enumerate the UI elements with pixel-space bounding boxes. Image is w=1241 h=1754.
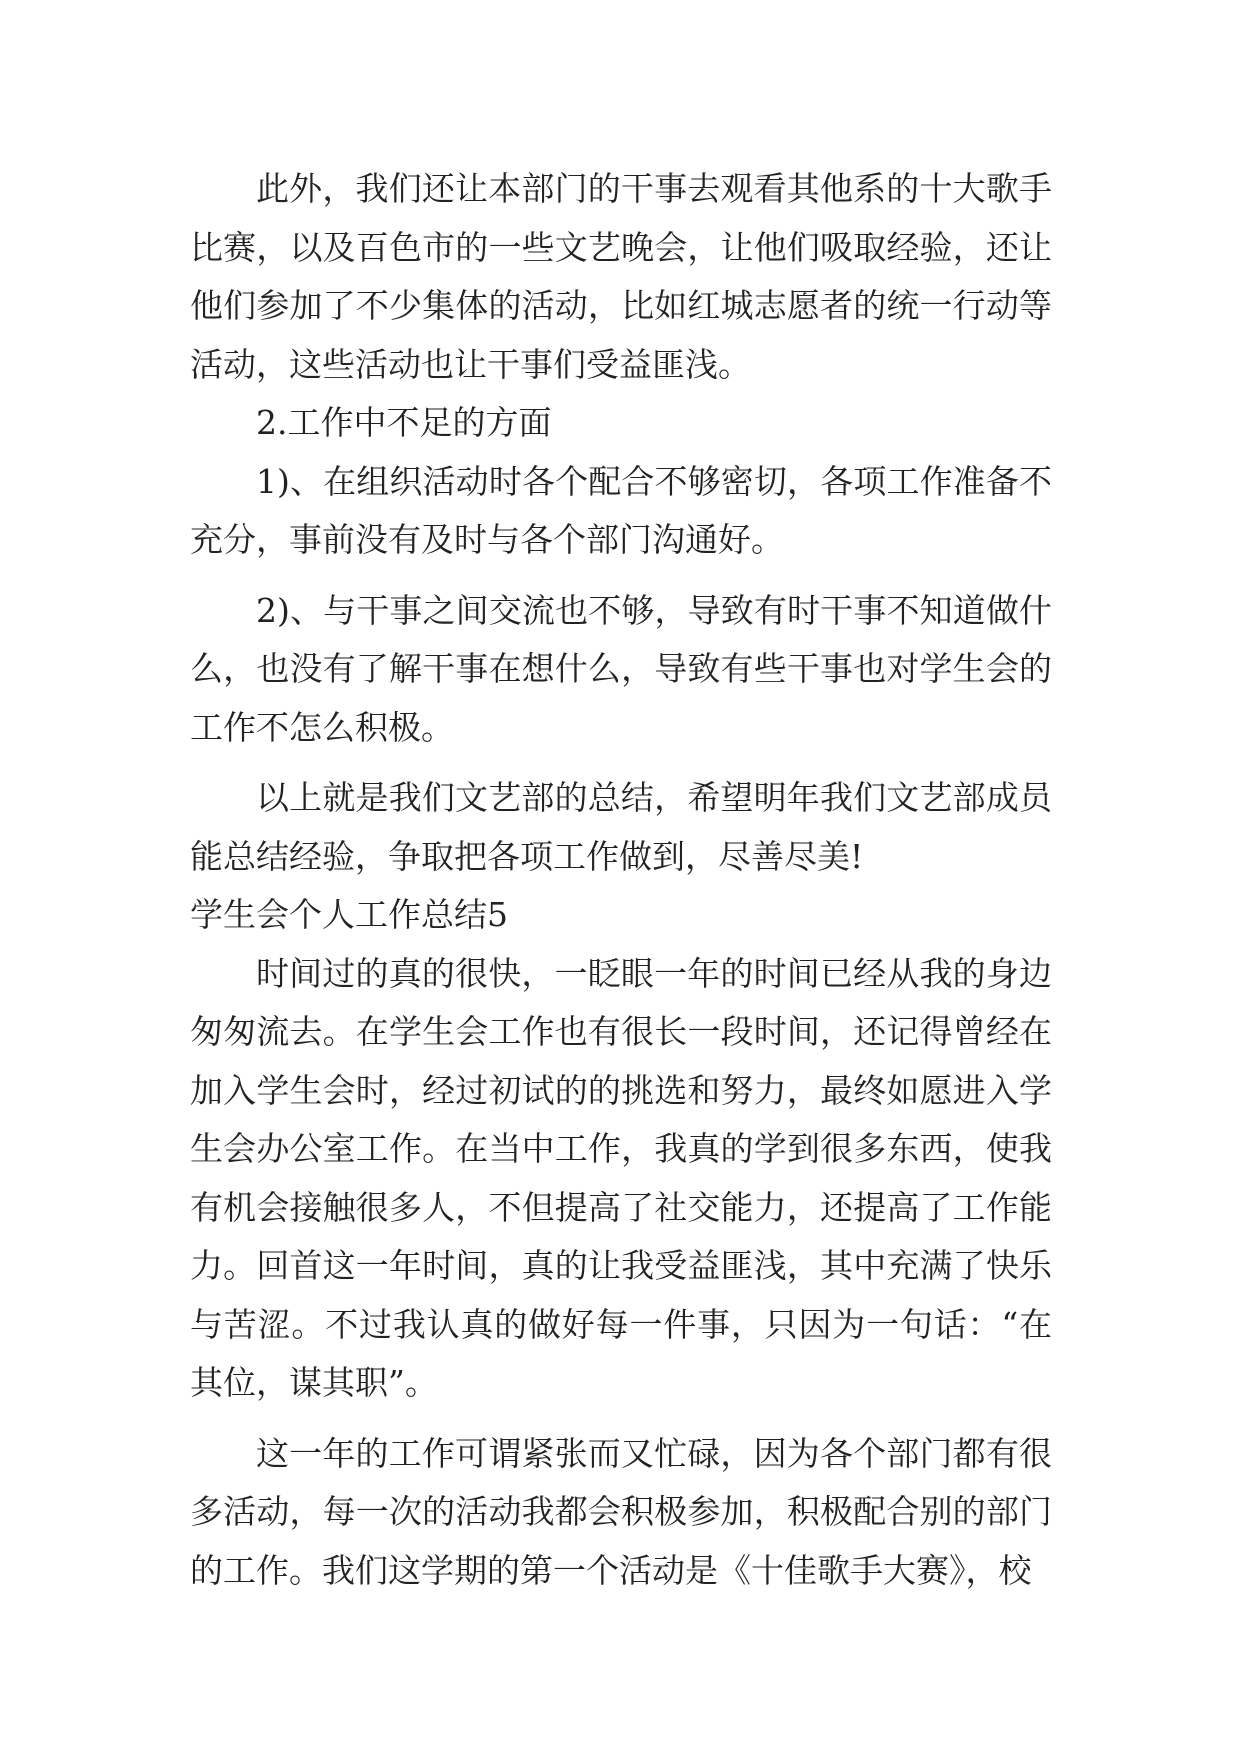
paragraph-shortcoming-1: 1)、在组织活动时各个配合不够密切，各项工作准备不充分，事前没有及时与各个部门沟通好。 bbox=[190, 461, 1052, 559]
paragraph-shortcoming-2: 2)、与干事之间交流也不够，导致有时干事不知道做什么，也没有了解干事在想什么，导致有些干事也对学生会的工作不怎么积极。 bbox=[190, 590, 1052, 747]
paragraph-conclusion: 以上就是我们文艺部的总结，希望明年我们文艺部成员能总结经验，争取把各项工作做到，尽善尽美! bbox=[190, 778, 1052, 876]
document-body bbox=[190, 160, 1052, 1600]
paragraph-shortcomings-heading: 2.工作中不足的方面 bbox=[256, 403, 552, 442]
section-title: 学生会个人工作总结5 bbox=[190, 895, 508, 934]
paragraph-intro: 时间过的真的很快，一眨眼一年的时间已经从我的身边匆匆流去。在学生会工作也有很长一段时间，还记得曾经在加入学生会时，经过初试的的挑选和努力，最终如愿进入学生会办公室工作。在当中工作，我真的学到很多东西，使我有机会接触很多人，不但提高了社交能力，还提高了工作能力。回首这一年时间，真的让我受益匪浅，其中充满了快乐与苦涩。不过我认真的做好每一件事，只因为一句话：“在其位，谋其职”。 bbox=[190, 953, 1052, 1402]
paragraph-activities: 此外，我们还让本部门的干事去观看其他系的十大歌手比赛，以及百色市的一些文艺晚会，让他们吸取经验，还让他们参加了不少集体的活动，比如红城志愿者的统一行动等活动，这些活动也让干事们受益匪浅。 bbox=[190, 169, 1052, 384]
paragraph-busy-year: 这一年的工作可谓紧张而又忙碌，因为各个部门都有很多活动，每一次的活动我都会积极参加，积极配合别的部门的工作。我们这学期的第一个活动是《十佳歌手大赛》，校 bbox=[190, 1433, 1052, 1590]
